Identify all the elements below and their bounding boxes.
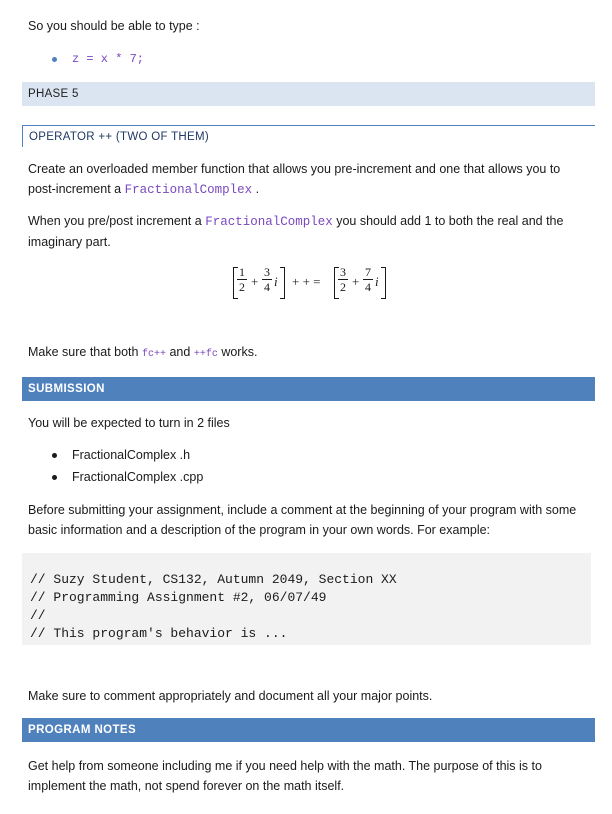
code-line: // Programming Assignment #2, 06/07/49 [30,590,327,605]
program-notes-heading: PROGRAM NOTES [22,718,595,742]
increment-tail: you should add 1 to both the real and the imaginary part. [28,214,564,249]
bullet-icon [52,453,57,458]
code-line: // Suzy Student, CS132, Autumn 2049, Section XX [30,572,397,587]
code-line: // This program's behavior is ... [30,626,288,641]
fraction: 1 2 [239,265,245,294]
left-bracket [334,267,339,299]
increment-paragraph [28,212,588,252]
files-intro: You will be expected to turn in 2 files [28,416,230,430]
comment-paragraph: Make sure to comment appropriately and document all your major points. [28,689,433,703]
plus-sign: + [352,274,360,289]
submission-heading: SUBMISSION [22,377,595,401]
works-paragraph [28,343,588,365]
bullet-icon [52,475,57,480]
right-bracket [381,267,386,299]
post-increment-code: fc++ [141,349,166,360]
operator-heading: OPERATOR ++ (TWO OF THEM) [22,125,595,147]
notes-paragraph: Get help from someone including me if you need help with the math. The purpose of this is to implement the math, not spend forever on the math itself. [28,759,542,793]
right-bracket [280,267,285,299]
increment-lead: When you pre/post increment a [28,214,202,228]
fraction: 3 4 [264,265,270,294]
left-bracket [233,267,238,299]
increment-operator: + + = [292,274,321,289]
works-lead: Make sure that both [28,345,139,359]
bullet-icon [52,57,57,62]
file-item: FractionalComplex .cpp [72,470,204,484]
fraction: 7 4 [365,265,371,294]
intro-line: So you should be able to type : [28,19,200,33]
phase-heading: PHASE 5 [22,82,595,106]
create-text: Create an overloaded member function that allows you pre-increment and one that allows you to post-increment a [28,162,561,196]
code-line: // [30,608,46,623]
imag-unit: i [375,274,379,289]
plus-sign: + [251,274,259,289]
pre-increment-code: ++fc [193,349,218,360]
before-paragraph: Before submitting your assignment, include a comment at the beginning of your program with some basic information and a description of the program in your own words. For example: [28,503,577,537]
imag-unit: i [274,274,278,289]
works-tail: works. [221,345,258,359]
create-paragraph [28,160,588,200]
works-mid: and [169,345,191,359]
class-name-code: FractionalComplex [124,182,253,197]
class-name-code: FractionalComplex [205,215,333,229]
create-end: . [255,181,260,196]
type-example-code: z = x * 7; [72,52,145,66]
fraction: 3 2 [340,265,346,294]
file-item: FractionalComplex .h [72,448,191,462]
